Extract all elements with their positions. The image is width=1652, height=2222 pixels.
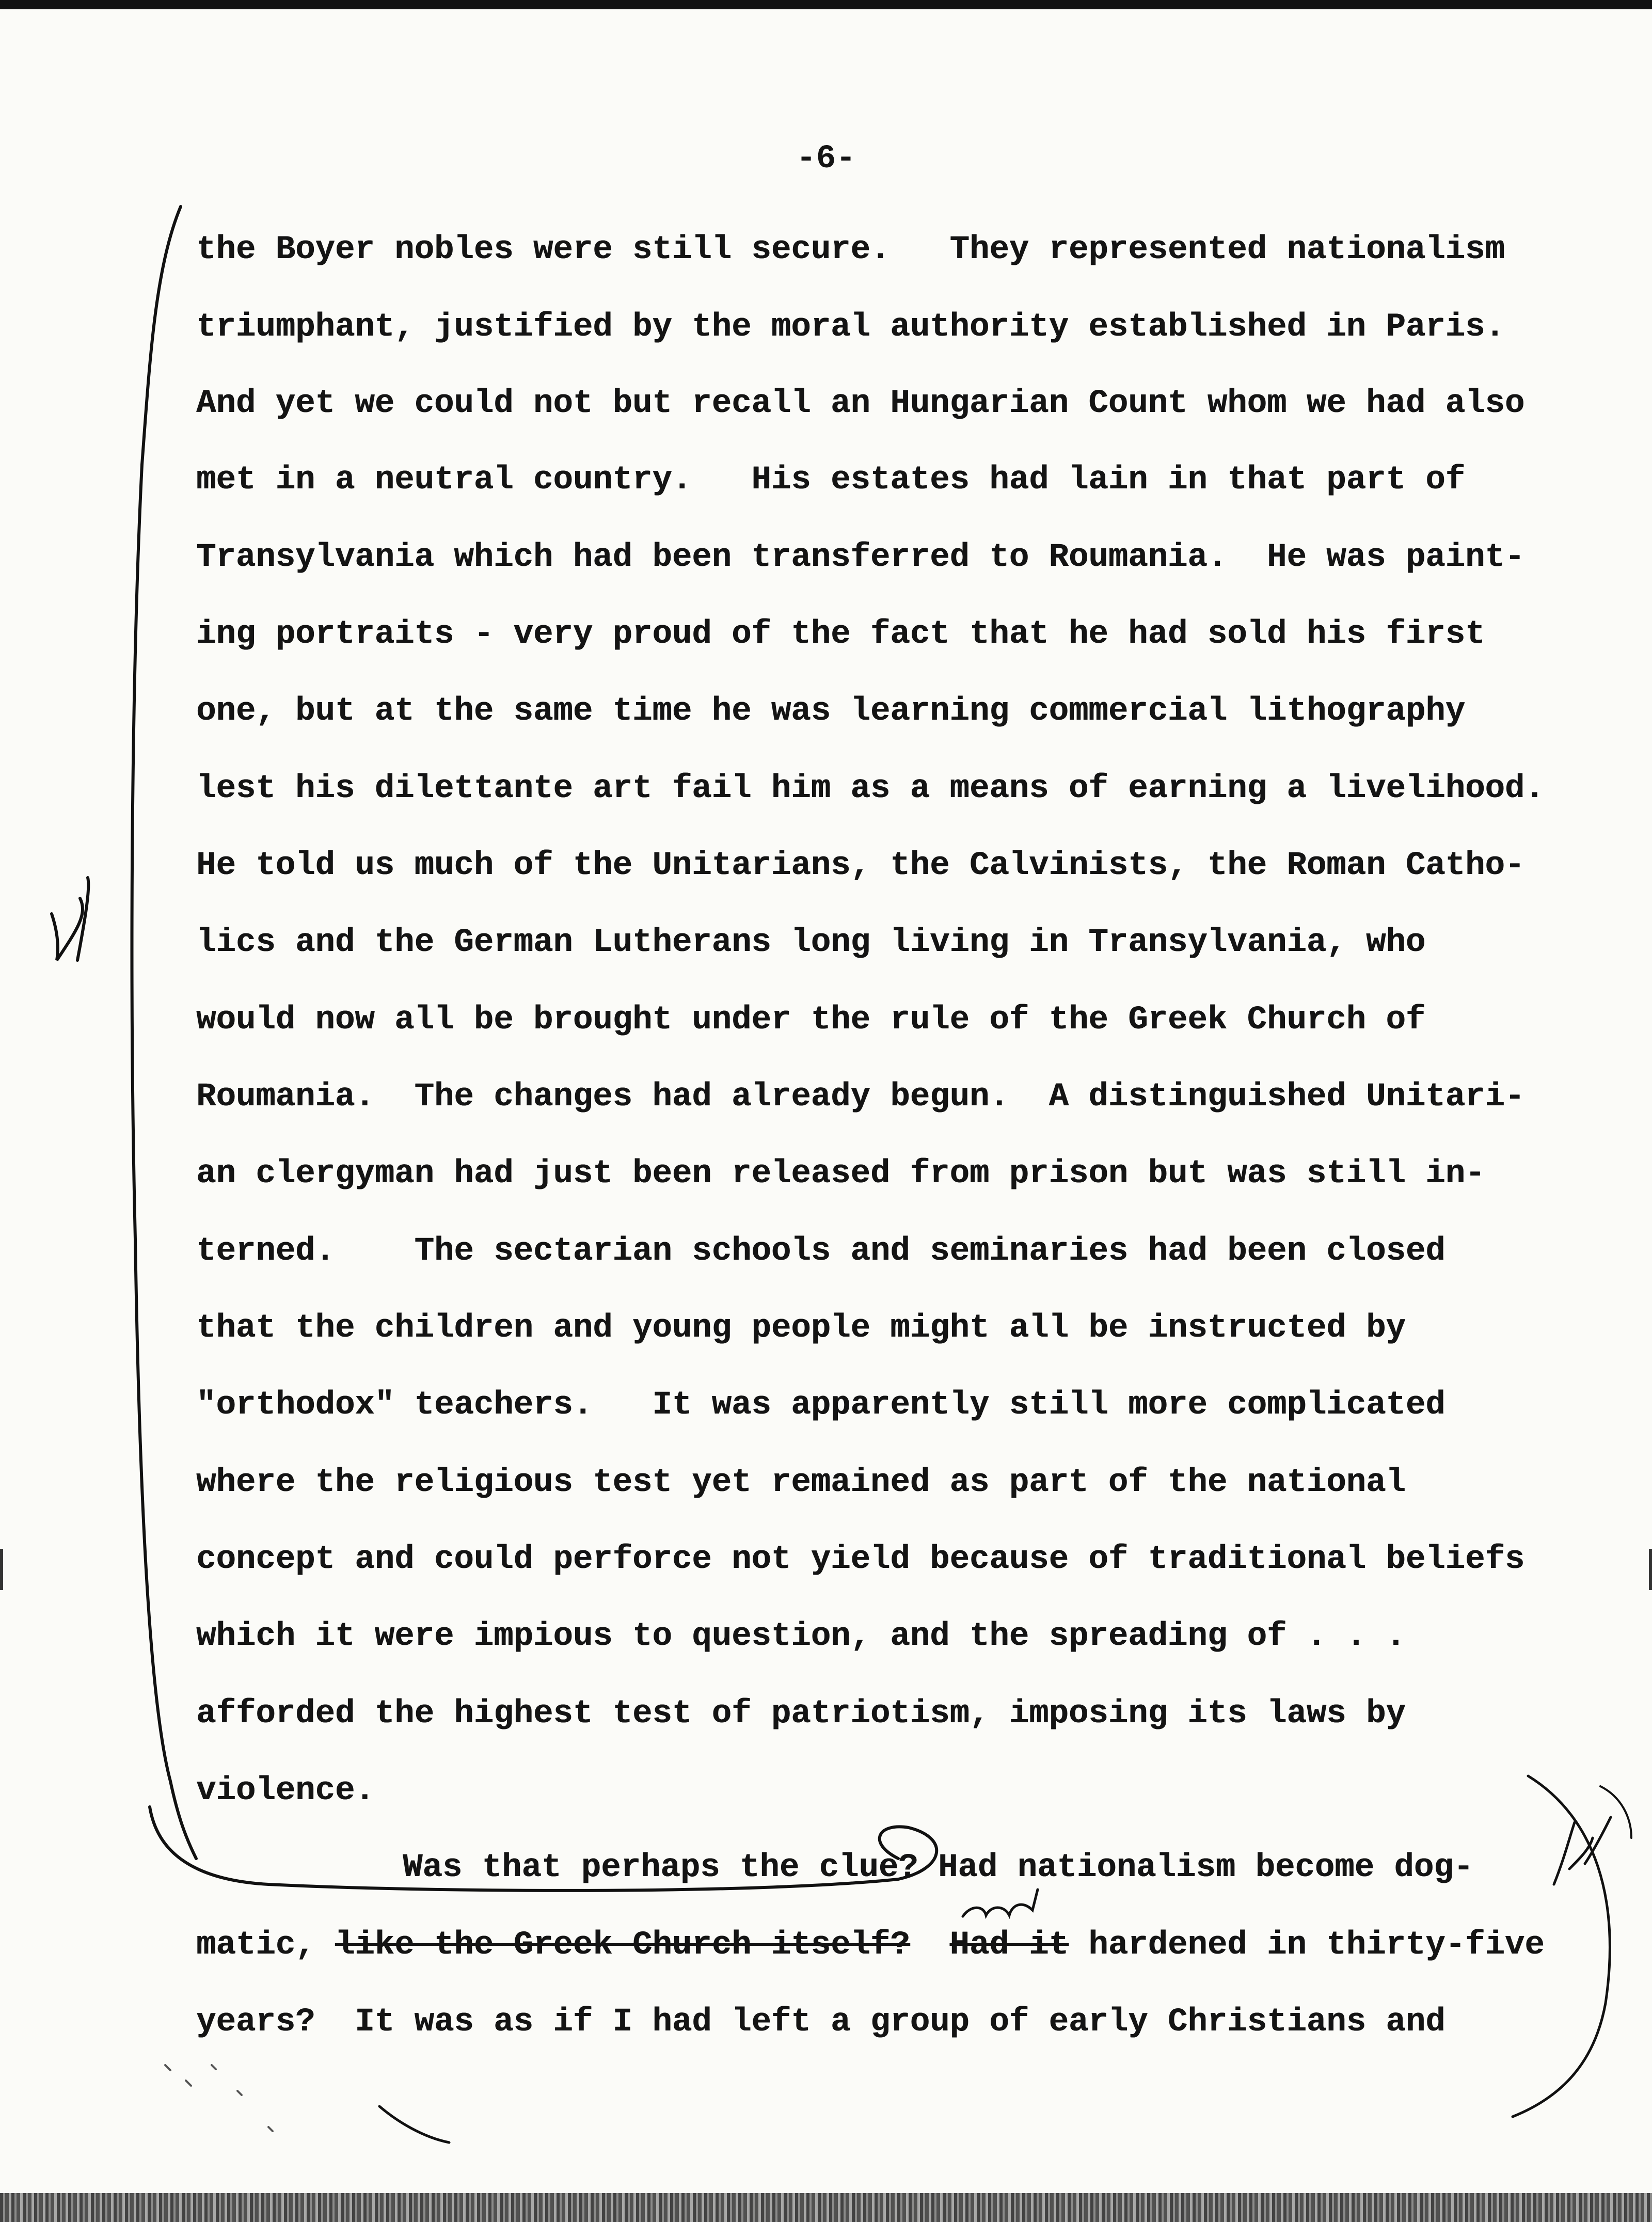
body-line-7: one, but at the same time he was learning commercial lithography — [196, 693, 1465, 730]
body-line-1: the Boyer nobles were still secure. They represented nationalism — [196, 231, 1505, 268]
page-number: -6- — [796, 140, 856, 178]
struck-phrase-2: Had it — [949, 1927, 1069, 1964]
para2-line-1 — [403, 1851, 1652, 1884]
body-line-14: terned. The sectarian schools and seminaries had been closed — [196, 1233, 1446, 1270]
body-line-5: Transylvania which had been transferred to Roumania. He was paint- — [196, 539, 1525, 576]
body-line-3: And yet we could not but recall an Hungarian Count whom we had also — [196, 385, 1525, 422]
bottom-margin-tick — [379, 2106, 449, 2142]
inserted-word-scribble — [963, 1890, 1038, 1916]
body-line-13: an clergyman had just been released from prison but was still in- — [196, 1155, 1485, 1193]
struck-phrase: like the Greek Church itself? — [335, 1927, 910, 1964]
para2-line-1-rest: Had nationalism become dog- — [918, 1849, 1473, 1886]
bottom-margin-smudge — [165, 2065, 273, 2131]
body-line-2: triumphant, justified by the moral authority established in Paris. — [196, 309, 1505, 346]
body-line-8: lest his dilettante art fail him as a means of earning a livelihood. — [196, 770, 1545, 807]
para2-line-2-end: hardened in thirty-five — [1088, 1927, 1545, 1964]
scan-top-edge — [0, 0, 1652, 9]
body-line-17: where the religious test yet remained as part of the national — [196, 1464, 1406, 1501]
para2-line-2-start: matic, — [196, 1927, 315, 1964]
body-line-20: afforded the highest test of patriotism, imposing its laws by — [196, 1695, 1406, 1733]
body-line-11: would now all be brought under the rule of the Greek Church of — [196, 1002, 1426, 1039]
scan-left-mark — [0, 1549, 3, 1590]
body-line-9: He told us much of the Unitarians, the Calvinists, the Roman Catho- — [196, 847, 1525, 884]
scan-bottom-edge — [0, 2193, 1652, 2222]
margin-mark-scribble — [52, 878, 88, 960]
circled-phrase: Was that perhaps the clue? — [403, 1849, 918, 1886]
body-line-18: concept and could perforce not yield because of traditional beliefs — [196, 1541, 1525, 1578]
body-line-12: Roumania. The changes had already begun. A distinguished Unitari- — [196, 1078, 1525, 1116]
body-line-4: met in a neutral country. His estates had lain in that part of — [196, 462, 1465, 499]
margin-bracket-line — [132, 207, 196, 1859]
body-line-19: which it were impious to question, and the spreading of . . . — [196, 1618, 1406, 1655]
body-line-15: that the children and young people might all be instructed by — [196, 1310, 1406, 1347]
body-line-16: "orthodox" teachers. It was apparently still more complicated — [196, 1387, 1446, 1424]
body-line-6: ing portraits - very proud of the fact that he had sold his first — [196, 616, 1485, 653]
para2-line-2 — [196, 1929, 1652, 1962]
body-line-10: lics and the German Lutherans long living in Transylvania, who — [196, 924, 1426, 961]
body-line-21: violence. — [196, 1772, 375, 1810]
para2-line-3: years? It was as if I had left a group of early Christians and — [196, 2004, 1446, 2041]
